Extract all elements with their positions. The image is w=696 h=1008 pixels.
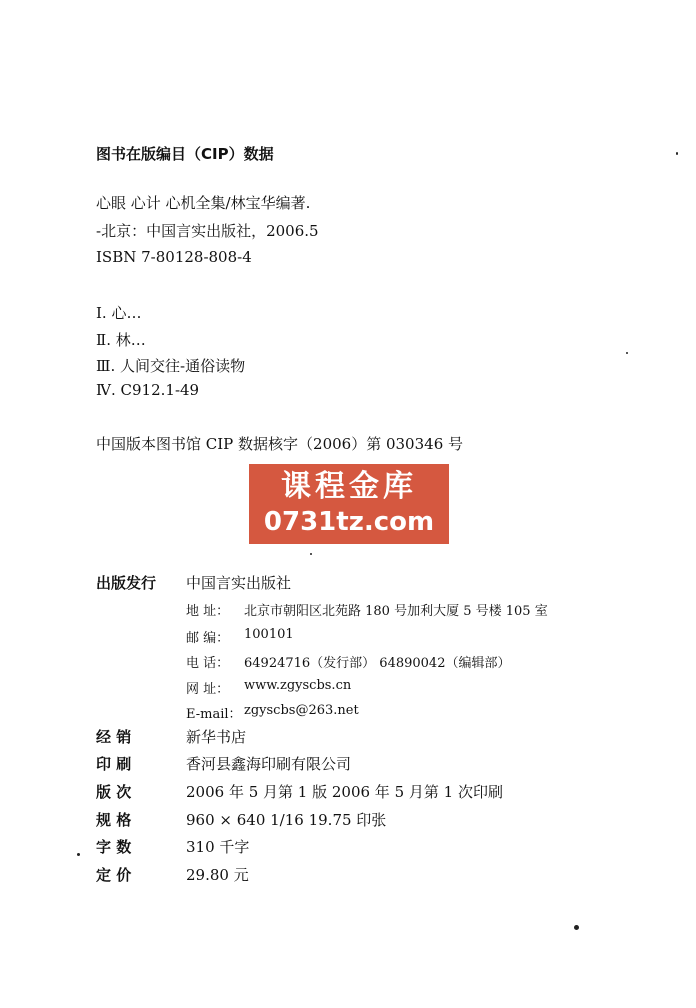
publisher-label: 出版发行 <box>96 574 157 592</box>
edition-value: 2006 年 5 月第 1 版 2006 年 5 月第 1 次印刷 <box>186 783 503 801</box>
printer-label: 印 刷 <box>96 755 132 773</box>
speck-2 <box>626 352 628 354</box>
cip-subject-1: Ⅰ. 心… <box>96 304 142 322</box>
wordcount-label: 字 数 <box>96 838 132 856</box>
phone-label: 电 话： <box>186 656 230 671</box>
watermark-line2: 0731tz.com <box>263 507 435 537</box>
address-label: 地 址： <box>186 604 230 619</box>
printer-value: 香河县鑫海印刷有限公司 <box>186 755 352 773</box>
speck-3 <box>574 925 579 930</box>
cip-subject-4: Ⅳ. C912.1-49 <box>96 381 200 399</box>
speck-4 <box>77 853 80 856</box>
format-label: 规 格 <box>96 811 132 829</box>
distributor-value: 新华书店 <box>186 728 247 746</box>
email-label: E-mail： <box>186 707 242 722</box>
address-value: 北京市朝阳区北苑路 180 号加利大厦 5 号楼 105 室 <box>244 604 548 619</box>
speck-1 <box>676 152 678 155</box>
publisher-name: 中国言实出版社 <box>186 574 292 592</box>
watermark-stamp <box>249 464 449 544</box>
website-label: 网 址： <box>186 682 230 697</box>
cip-subject-3: Ⅲ. 人间交往-通俗读物 <box>96 357 246 375</box>
cip-subject-2: Ⅱ. 林… <box>96 331 146 349</box>
cip-isbn-line: ISBN 7-80128-808-4 <box>96 248 252 266</box>
edition-label: 版 次 <box>96 783 132 801</box>
distributor-label: 经 销 <box>96 728 132 746</box>
postcode-value: 100101 <box>244 627 294 642</box>
email-value: zgyscbs@263.net <box>244 703 359 718</box>
phone-value: 64924716（发行部） 64890042（编辑部） <box>244 656 511 671</box>
cip-heading: 图书在版编目（CIP）数据 <box>96 145 274 163</box>
cip-record-number: 中国版本图书馆 CIP 数据核字（2006）第 030346 号 <box>96 435 464 453</box>
watermark-line1: 课程金库 <box>281 469 417 504</box>
price-label: 定 价 <box>96 866 132 884</box>
wordcount-value: 310 千字 <box>186 838 250 856</box>
postcode-label: 邮 编： <box>186 631 230 646</box>
website-value: www.zgyscbs.cn <box>244 678 352 693</box>
cip-publisher-line: -北京：中国言实出版社，2006.5 <box>96 222 319 240</box>
speck-5 <box>310 553 312 555</box>
price-value: 29.80 元 <box>186 866 249 884</box>
format-value: 960 × 640 1/16 19.75 印张 <box>186 811 387 829</box>
cip-title-line: 心眼 心计 心机全集/林宝华编著. <box>96 194 311 212</box>
